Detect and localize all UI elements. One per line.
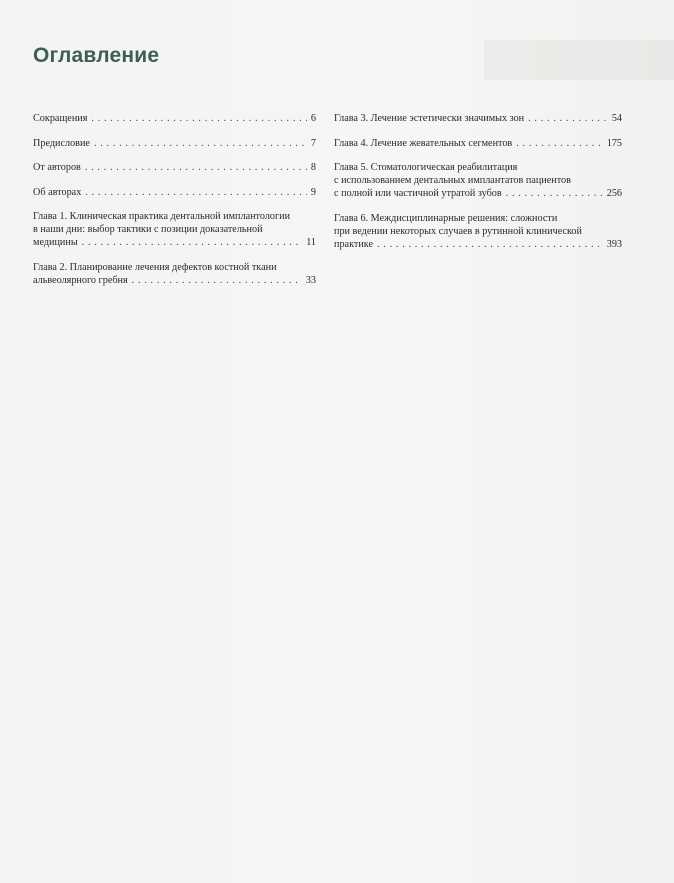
toc-entry-title: альвеолярного гребня <box>33 274 128 286</box>
toc-page-number: 256 <box>606 188 622 199</box>
toc-entry-title: практике <box>334 238 374 250</box>
toc-entry[interactable] <box>33 137 316 150</box>
toc-page-number: 11 <box>306 237 316 248</box>
toc-entry[interactable] <box>33 186 316 199</box>
toc-entry-row <box>33 161 316 174</box>
toc-entry[interactable] <box>334 137 622 150</box>
toc-entry-title: Глава 4. Лечение жевательных сегментов <box>334 137 513 149</box>
toc-entry-title: Сокращения <box>33 113 88 124</box>
toc-entry-line: Глава 2. Планирование лечения дефектов костной ткани <box>33 261 277 273</box>
toc-leader-dots <box>94 137 307 150</box>
toc-page-number: 8 <box>310 162 316 173</box>
toc-entry-row <box>33 274 316 287</box>
toc-entry-row <box>334 238 622 251</box>
toc-entry[interactable] <box>33 210 316 249</box>
toc-entry-row <box>33 236 316 249</box>
toc-leader-dots <box>516 137 602 150</box>
toc-entry[interactable] <box>334 161 622 200</box>
toc-entry-title: с полной или частичной утратой зубов <box>334 188 502 199</box>
toc-entry-title: От авторов <box>33 162 81 173</box>
toc-entry-title: Глава 3. Лечение эстетически значимых зон <box>334 113 525 124</box>
toc-page-number: 33 <box>305 274 316 286</box>
toc-page-number: 54 <box>611 113 622 124</box>
toc-entry[interactable] <box>33 112 316 125</box>
toc-leader-dots <box>85 161 307 174</box>
toc-entry-title: Предисловие <box>33 137 90 149</box>
toc-leader-dots <box>85 186 307 199</box>
toc-entry[interactable] <box>334 112 622 125</box>
toc-entry-row <box>33 112 316 125</box>
toc-column-right <box>334 112 622 262</box>
toc-page-number: 7 <box>310 137 316 149</box>
page-title: Оглавление <box>33 44 160 67</box>
toc-entry[interactable] <box>334 212 622 251</box>
toc-entry-title: Об авторах <box>33 186 82 198</box>
toc-entry-row <box>334 137 622 150</box>
toc-leader-dots <box>528 112 608 125</box>
toc-leader-dots <box>91 112 306 125</box>
bleed-through-shadow <box>484 40 674 80</box>
toc-entry-line: Глава 1. Клиническая практика дентальной имплантологии <box>33 211 291 222</box>
toc-entry-line: Глава 5. Стоматологическая реабилитация <box>334 162 518 173</box>
toc-leader-dots <box>506 187 603 200</box>
toc-entry-row <box>33 186 316 199</box>
toc-leader-dots <box>377 238 603 251</box>
toc-entry-row <box>334 187 622 200</box>
toc-page-number: 9 <box>310 186 316 198</box>
toc-column-left <box>33 112 316 298</box>
toc-entry-line: в наши дни: выбор тактики с позиции доказательной <box>33 224 263 235</box>
toc-page-number: 393 <box>606 238 622 250</box>
toc-page-number: 6 <box>310 113 316 124</box>
toc-entry-line: при ведении некоторых случаев в рутинной клинической <box>334 225 582 237</box>
toc-entry[interactable] <box>33 261 316 287</box>
toc-entry-row <box>334 112 622 125</box>
toc-entry-line: с использованием дентальных имплантатов пациентов <box>334 175 571 186</box>
toc-entry[interactable] <box>33 161 316 174</box>
toc-leader-dots <box>132 274 302 287</box>
toc-entry-row <box>33 137 316 150</box>
toc-page-number: 175 <box>606 137 622 149</box>
toc-entry-title: медицины <box>33 237 78 248</box>
toc-leader-dots <box>82 236 303 249</box>
toc-entry-line: Глава 6. Междисциплинарные решения: сложности <box>334 212 558 224</box>
